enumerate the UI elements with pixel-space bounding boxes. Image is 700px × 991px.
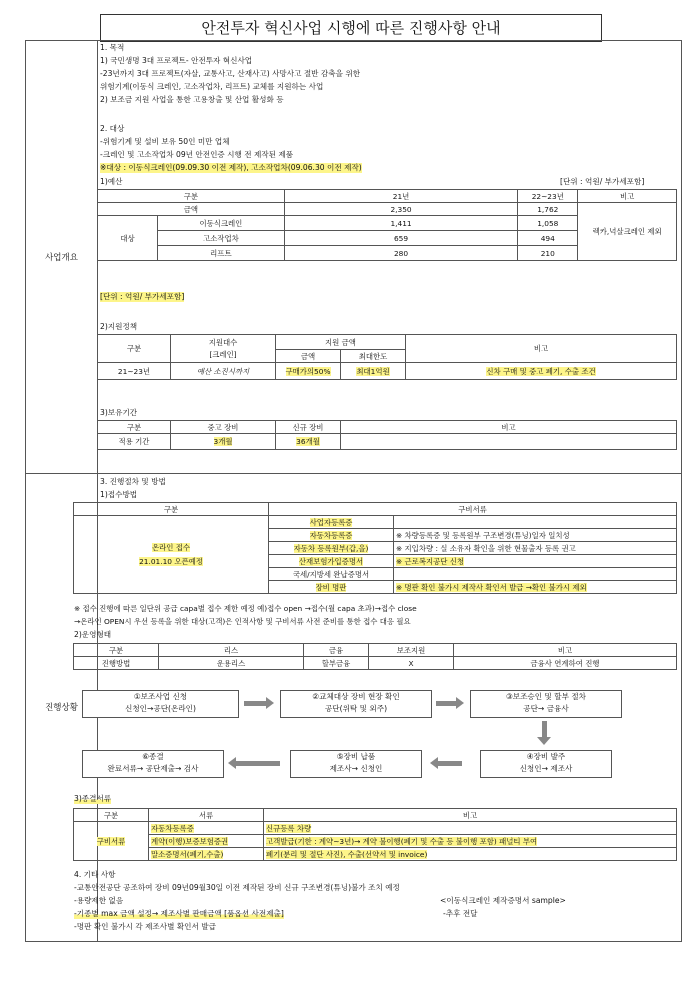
policy-cell (276, 363, 341, 380)
flow-step-sub: 완료서류→ 공단제출→ 검사 (107, 764, 199, 773)
operation-table (73, 643, 677, 670)
intake-note: ※ 명판 확인 불가시 제작사 확인서 발급 →확인 불가시 제외 (396, 582, 587, 592)
label-column-divider (97, 41, 98, 941)
retention-cell (276, 434, 341, 450)
budget-cell: 1,762 (518, 203, 578, 216)
etc-line: -용량제한 없음 (74, 896, 124, 905)
flow-step-title: ①보조사업 신청 (133, 692, 188, 701)
policy-header-cell: 비고 (406, 335, 677, 363)
intake-doc-cell (269, 542, 394, 555)
closing-label-cell (74, 822, 149, 861)
policy-header-cell: 지원 금액 (276, 335, 406, 350)
budget-unit: [단위 : 억원/ 부가세포함] (560, 177, 645, 186)
flow-step-3 (470, 690, 622, 718)
flow-arrow-down-icon (537, 737, 551, 745)
intake-doc: 산재보험가입증명서 (298, 556, 364, 566)
target-heading: 2. 대상 (100, 124, 125, 133)
policy-header-cell: 금액 (276, 350, 341, 363)
flow-step-sub: 제조사→ 신청인 (329, 764, 383, 773)
intake-table (73, 502, 677, 594)
budget-cell: 1,058 (518, 216, 578, 231)
flow-step-2 (280, 690, 432, 718)
policy-count-sub: [크레인] (209, 349, 237, 359)
retention-header-cell: 신규 장비 (276, 421, 341, 434)
etc-line: -교통안전공단 공조하여 장비 09년09월30일 이전 제작된 장비 신규 구조변경(튜닝)불가 조치 예정 (74, 883, 400, 892)
budget-header-cell: 구분 (98, 190, 285, 203)
flow-arrow-down-icon (542, 721, 547, 737)
intake-header-cell: 구비서류 (269, 503, 677, 516)
flow-step-sub: 공단→ 금융사 (523, 704, 569, 713)
budget-header-cell: 21년 (284, 190, 518, 203)
procedure-note: ※ 접수 진행에 따른 일단위 공급 capa별 접수 제한 예정 예)접수 open →접수(월 capa 초과)→접수 close (74, 604, 417, 613)
flow-arrow-right-icon (436, 701, 456, 706)
procedure-sub: 1)접수방법 (100, 490, 138, 499)
operation-header-cell: 비고 (454, 644, 677, 657)
closing-header-cell: 서류 (149, 809, 264, 822)
intake-doc-cell (269, 529, 394, 542)
closing-doc: 계약(이행)보증보험증권 (151, 836, 229, 846)
closing-doc: 자동차등록증 (151, 823, 194, 833)
policy-table (97, 334, 677, 380)
operation-header-cell: 금융 (304, 644, 369, 657)
budget-cell: 렉카,넉살크레인 제외 (578, 203, 677, 261)
budget-cell: 659 (284, 231, 518, 246)
flow-arrow-left-icon (438, 761, 462, 766)
etc-heading: 4. 기타 사항 (74, 870, 116, 879)
flow-arrow-left-icon (236, 761, 280, 766)
policy-header-cell: 구분 (98, 335, 171, 363)
closing-note-cell (264, 848, 677, 861)
flow-step-6 (82, 750, 224, 778)
intake-doc-cell (269, 516, 394, 529)
flow-step-1 (82, 690, 239, 718)
retention-header-cell: 구분 (98, 421, 171, 434)
flow-arrow-left-icon (430, 757, 438, 769)
closing-doc-cell (149, 822, 264, 835)
procedure-heading: 3. 진행절차 및 방법 (100, 477, 166, 486)
flow-step-4 (480, 750, 612, 778)
flow-step-title: ⑤장비 납품 (336, 752, 376, 761)
etc-line: -명판 확인 불가시 각 제조사별 확인서 발급 (74, 922, 216, 931)
budget-cell: 1,411 (284, 216, 518, 231)
policy-cell (341, 363, 406, 380)
policy-header-cell: 최대한도 (341, 350, 406, 363)
budget-header-cell: 22~23년 (518, 190, 578, 203)
budget-heading: 1)예산 (100, 177, 123, 186)
closing-note-cell (264, 835, 677, 848)
intake-doc-cell (269, 581, 394, 594)
retention-heading: 3)보유기간 (100, 408, 138, 417)
intake-note-cell (394, 581, 677, 594)
purpose-line: 위험기계(이동식 크레인, 고소작업차, 리프트) 교체를 지원하는 사업 (100, 82, 324, 91)
budget-cell: 2,350 (284, 203, 518, 216)
etc-line-right: <이동식크레인 제작증명서 sample> (440, 896, 566, 905)
policy-cell: 21~23년 (98, 363, 171, 380)
target-line: -크레인 및 고소작업차 09년 안전인증 시행 전 제작된 제품 (100, 150, 294, 159)
intake-doc: 사업자등록증 (309, 517, 353, 527)
retention-table (97, 420, 677, 450)
policy-max: 최대1억원 (356, 366, 390, 376)
closing-note: 폐기(분리 및 절단 사진), 수출(선약서 및 invoice) (266, 849, 428, 859)
closing-doc-cell (149, 848, 264, 861)
budget-cell: 리프트 (158, 246, 285, 261)
budget-cell: 이동식크레인 (158, 216, 285, 231)
flow-arrow-right-icon (266, 697, 274, 709)
budget-header-cell: 비고 (578, 190, 677, 203)
policy-count-label: 지원대수 (208, 337, 238, 347)
section-divider (26, 473, 681, 474)
retention-cell (341, 434, 677, 450)
intake-doc-cell: 국세/지방세 완납증명서 (269, 568, 394, 581)
intake-note: ※ 근로복지공단 신청 (396, 556, 465, 566)
operation-header-cell: 리스 (159, 644, 304, 657)
budget-cell: 대상 (98, 216, 158, 261)
online-intake: 온라인 접수 (151, 542, 191, 552)
operation-cell: 진행방법 (74, 657, 159, 670)
retention-new: 36개월 (296, 437, 320, 446)
etc-line-right: -추후 전달 (443, 909, 478, 918)
budget-cell: 금액 (98, 203, 285, 216)
intake-note-cell (394, 516, 677, 529)
closing-table (73, 808, 677, 861)
closing-doc: 말소증명서(폐기,수출) (151, 849, 224, 859)
flow-arrow-right-icon (244, 701, 266, 706)
budget-table (97, 189, 677, 261)
intake-note-cell (394, 555, 677, 568)
flow-step-sub: 신청인→ 제조사 (519, 764, 573, 773)
flow-step-title: ②교체대상 장비 현장 확인 (312, 692, 400, 701)
closing-doc-cell (149, 835, 264, 848)
budget-cell: 210 (518, 246, 578, 261)
intake-doc: 장비 명판 (315, 582, 347, 592)
operation-heading: 2)운영형태 (74, 630, 112, 639)
section-label-overview: 사업개요 (45, 253, 78, 263)
retention-cell (171, 434, 276, 450)
purpose-line: 1) 국민생명 3대 프로젝트- 안전투자 혁신사업 (100, 56, 253, 65)
flow-step-sub: 공단(위탁 및 외주) (324, 704, 388, 713)
flow-step-title: ④장비 발주 (526, 752, 566, 761)
operation-header-cell: 보조지원 (369, 644, 454, 657)
closing-header-cell: 구분 (74, 809, 149, 822)
operation-cell: 운용리스 (159, 657, 304, 670)
operation-header-cell: 구분 (74, 644, 159, 657)
flow-step-title: ③보조승인 및 할부 절차 (505, 692, 587, 701)
flow-arrow-right-icon (456, 697, 464, 709)
online-open-date: 21.01.10 오픈예정 (139, 556, 203, 566)
retention-used: 3개월 (213, 437, 233, 446)
operation-cell: X (369, 657, 454, 670)
procedure-note: →온라인 OPEN시 우선 등록을 위한 대상(고객)은 인적사항 및 구비서류 사전 준비를 통한 접수 대응 필요 (74, 617, 411, 626)
flow-step-title: ⑥종결 (142, 752, 164, 761)
closing-note: 고객발급(기한 : 계약~3년)→ 계약 불이행(폐기 및 수출 등 불이행 포함) 패널티 부여 (266, 836, 538, 846)
budget-cell: 280 (284, 246, 518, 261)
closing-label: 구비서류 (96, 836, 126, 846)
etc-line: -기종별 max 금액 설정→ 제조사별 판매금액 [품옵션 사전제출] (74, 909, 284, 918)
intake-note-cell: ※ 차량등록증 및 등록원부 구조변경(튜닝)일자 일치성 (394, 529, 677, 542)
intake-doc: 자동차등록증 (309, 530, 353, 540)
purpose-heading: 1. 목적 (100, 43, 125, 52)
target-line: -위험기계 및 설비 보유 50인 미만 업체 (100, 137, 230, 146)
policy-header-cell (171, 335, 276, 363)
intake-method-cell (74, 516, 269, 594)
retention-header-cell: 비고 (341, 421, 677, 434)
policy-note: 신차 구매 및 중고 폐기, 수출 조건 (486, 366, 596, 376)
intake-note-cell: ※ 지입차량 : 실 소유자 확인을 위한 현물출자 등록 권고 (394, 542, 677, 555)
policy-cell (406, 363, 677, 380)
operation-cell: 할부금융 (304, 657, 369, 670)
flow-step-5 (290, 750, 422, 778)
flow-arrow-left-icon (228, 757, 236, 769)
intake-header-cell: 구분 (74, 503, 269, 516)
section-label-progress: 진행상황 (45, 703, 78, 713)
policy-heading: 2)지원정책 (100, 322, 138, 331)
target-note: ※대상 : 이동식크레인(09.09.30 이전 제작), 고소작업차(09.06.30 이전 제작) (100, 163, 362, 172)
closing-header-cell: 비고 (264, 809, 677, 822)
purpose-line: 2) 보조금 지원 사업을 통한 고용창출 및 산업 활성화 등 (100, 95, 284, 104)
flow-step-sub: 신청인→공단(온라인) (125, 704, 196, 713)
policy-amount: 구매가의50% (285, 366, 331, 376)
closing-note-cell (264, 822, 677, 835)
closing-note: 신규등록 차량 (266, 823, 312, 833)
budget-cell: 고소작업차 (158, 231, 285, 246)
operation-cell: 금융사 연계하여 진행 (454, 657, 677, 670)
intake-doc: 자동차 등록원부(갑,을) (293, 543, 369, 553)
page-title: 안전투자 혁신사업 시행에 따른 진행사항 안내 (100, 14, 602, 42)
budget-unit-note: [단위 : 억원/ 부가세포함] (100, 292, 185, 301)
retention-header-cell: 중고 장비 (171, 421, 276, 434)
retention-cell: 적용 기간 (98, 434, 171, 450)
intake-doc-cell (269, 555, 394, 568)
budget-cell: 494 (518, 231, 578, 246)
purpose-line: -23년까지 3대 프로젝트(자살, 교통사고, 산재사고) 사망사고 절반 감축을 위한 (100, 69, 361, 78)
intake-note-cell (394, 568, 677, 581)
policy-cell-handwritten: 예산 소진시까지 (171, 363, 276, 380)
closing-heading: 3)종결서류 (74, 794, 112, 803)
